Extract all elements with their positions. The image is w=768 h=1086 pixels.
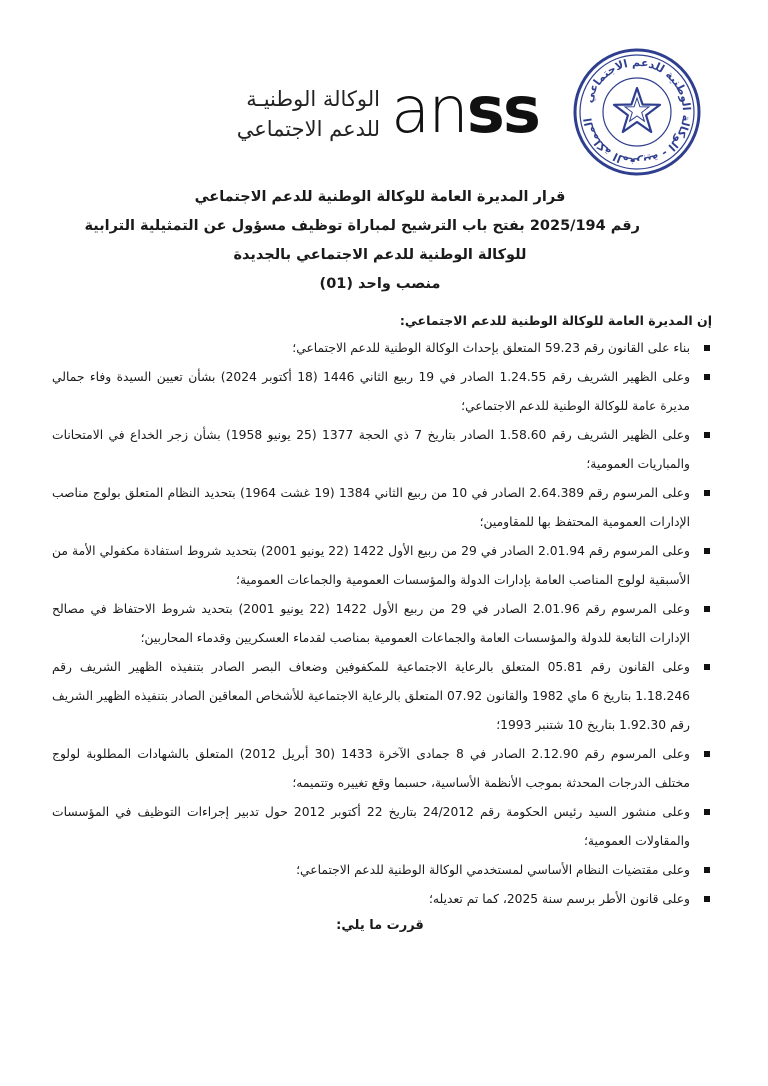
list-item: وعلى المرسوم رقم 2.01.96 الصادر في 29 من ربيع الأول 1422 (22 يونيو 2001) بتحديد شروط الاحتفاظ في مصالح الإدارات التابعة للدولة والمؤسسات العامة والجماعات العمومية بمناصب لقدماء العسكريين وقدماء المحاربين؛ xyxy=(52,595,712,653)
bullet-icon xyxy=(704,606,710,612)
bullet-icon xyxy=(704,809,710,815)
agency-name xyxy=(236,84,380,144)
intro-line: إن المديرة العامة للوكالة الوطنية للدعم الاجتماعي: xyxy=(399,313,712,328)
logo-mark-thin: an xyxy=(391,74,467,148)
list-item: وعلى منشور السيد رئيس الحكومة رقم 24/2012 بتاريخ 22 أكتوبر 2012 حول تدبير إجراءات التوظيف في المؤسسات والمقاولات العمومية؛ xyxy=(52,798,712,856)
agency-name-line2: للدعم الاجتماعي xyxy=(236,117,380,141)
bullet-icon xyxy=(704,751,710,757)
bullet-icon xyxy=(704,490,710,496)
list-item: وعلى الظهير الشريف رقم 1.58.60 الصادر بتاريخ 7 ذي الحجة 1377 (25 يونيو 1958) بشأن زجر الخداع في الامتحانات والمباريات العمومية؛ xyxy=(52,421,712,479)
official-seal-icon xyxy=(571,46,703,178)
legal-basis-list xyxy=(52,334,712,914)
title-line2: رقم 2025/194 بفتح باب الترشيح لمباراة توظيف مسؤول عن التمثيلية الترابية xyxy=(84,218,640,234)
bullet-icon xyxy=(704,896,710,902)
title-line3: للوكالة الوطنية للدعم الاجتماعي بالجديدة xyxy=(233,247,527,263)
list-item: وعلى الظهير الشريف رقم 1.24.55 الصادر في 19 ربيع الثاني 1446 (18 أكتوبر 2024) بشأن تعيين السيدة وفاء جمالي مديرة عامة للوكالة الوطنية للدعم الاجتماعي؛ xyxy=(52,363,712,421)
list-item: وعلى المرسوم رقم 2.64.389 الصادر في 10 من ربيع الثاني 1384 (19 غشت 1964) بتحديد النظام المتعلق بولوج مناصب الإدارات العمومية المحتفظ بها للمقاومين؛ xyxy=(52,479,712,537)
anss-logo xyxy=(390,74,540,148)
seal-text: المملكة المغربية - الوكالة الوطنية للدعم الاجتماعي xyxy=(581,55,694,169)
list-item: بناء على القانون رقم 59.23 المتعلق بإحداث الوكالة الوطنية للدعم الاجتماعي؛ xyxy=(52,334,712,363)
list-item: وعلى قانون الأطر برسم سنة 2025، كما تم تعديله؛ xyxy=(52,885,712,914)
list-item: وعلى المرسوم رقم 2.12.90 الصادر في 8 جمادى الآخرة 1433 (30 أبريل 2012) المتعلق بالشهادات المطلوبة لولوج مختلف الدرجات المحدثة بموجب الأنظمة الأساسية، حسبما وقع تغييره وتتميمه؛ xyxy=(52,740,712,798)
title-line4: منصب واحد (01) xyxy=(319,276,441,292)
decided-heading: قررت ما يلي: xyxy=(336,918,424,933)
list-item: وعلى مقتضيات النظام الأساسي لمستخدمي الوكالة الوطنية للدعم الاجتماعي؛ xyxy=(52,856,712,885)
decision-title xyxy=(84,183,640,299)
list-item: وعلى القانون رقم 05.81 المتعلق بالرعاية الاجتماعية للمكفوفين وضعاف البصر الصادر بتنفيذه الظهير الشريف رقم 1.18.246 بتاريخ 6 ماي 1982 والقانون 07.92 المتعلق بالرعاية الاجتماعية للأشخاص المعاقين الصادر بتنفيذه الظهير الشريف رقم 1.92.30 بتاريخ 10 شتنبر 1993؛ xyxy=(52,653,712,740)
bullet-icon xyxy=(704,548,710,554)
bullet-icon xyxy=(704,345,710,351)
logo-mark-bold: ss xyxy=(466,74,539,148)
bullet-icon xyxy=(704,664,710,670)
svg-text:المملكة المغربية - الوكالة الو xyxy=(581,56,693,168)
title-line1: قرار المديرة العامة للوكالة الوطنية للدعم الاجتماعي xyxy=(194,189,566,205)
agency-name-line1: الوكالة الوطنيـة xyxy=(246,87,380,111)
bullet-icon xyxy=(704,867,710,873)
bullet-icon xyxy=(704,374,710,380)
bullet-icon xyxy=(704,432,710,438)
list-item: وعلى المرسوم رقم 2.01.94 الصادر في 29 من ربيع الأول 1422 (22 يونيو 2001) بتحديد شروط استفادة مكفولي الأمة من الأسبقية لولوج المناصب العامة بإدارات الدولة والمؤسسات العمومية والجماعات العمومية؛ xyxy=(52,537,712,595)
